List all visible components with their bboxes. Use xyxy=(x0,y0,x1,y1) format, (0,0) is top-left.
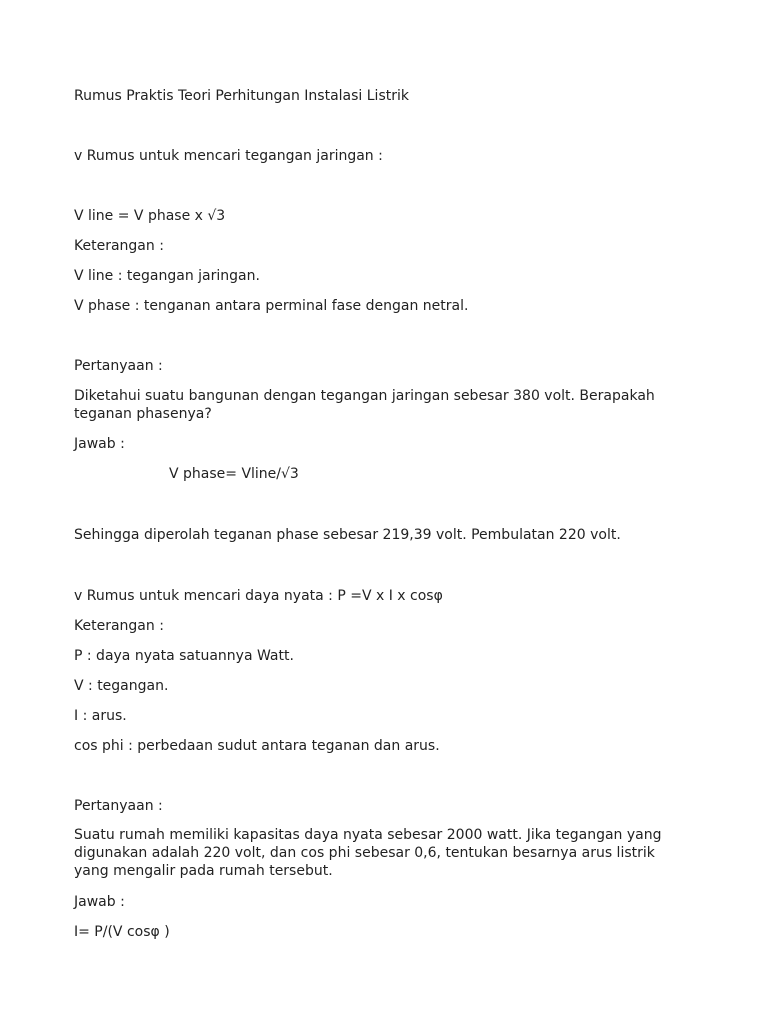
question-line: Diketahui suatu bangunan dengan tegangan jaringan sebesar 380 volt. Berapakah xyxy=(74,388,655,404)
section2-note: I : arus. xyxy=(74,708,127,724)
section1-answer-label: Jawab : xyxy=(74,436,125,452)
section2-note: cos phi : perbedaan sudut antara teganan dan arus. xyxy=(74,738,440,754)
section1-note: V phase : tenganan antara perminal fase dengan netral. xyxy=(74,298,469,314)
section2-note: V : tegangan. xyxy=(74,678,169,694)
section2-answer-formula: I= P/(V cosφ ) xyxy=(74,924,170,940)
section1-answer-formula: V phase= Vline/√3 xyxy=(169,466,299,482)
section1-question-text xyxy=(74,387,694,423)
section2-heading: v Rumus untuk mencari daya nyata : P =V x I x cosφ xyxy=(74,588,443,604)
section2-question-label: Pertanyaan : xyxy=(74,798,163,814)
section1-note: V line : tegangan jaringan. xyxy=(74,268,260,284)
question-line: digunakan adalah 220 volt, dan cos phi sebesar 0,6, tentukan besarnya arus listrik xyxy=(74,845,655,861)
section2-question-text xyxy=(74,826,694,880)
section1-heading: v Rumus untuk mencari tegangan jaringan : xyxy=(74,148,383,164)
document-title: Rumus Praktis Teori Perhitungan Instalasi Listrik xyxy=(74,88,409,104)
section2-answer-label: Jawab : xyxy=(74,894,125,910)
section2-keterangan-label: Keterangan : xyxy=(74,618,164,634)
section1-formula: V line = V phase x √3 xyxy=(74,208,226,224)
section1-question-label: Pertanyaan : xyxy=(74,358,163,374)
section1-keterangan-label: Keterangan : xyxy=(74,238,164,254)
section1-conclusion: Sehingga diperolah teganan phase sebesar 219,39 volt. Pembulatan 220 volt. xyxy=(74,527,621,543)
section2-note: P : daya nyata satuannya Watt. xyxy=(74,648,294,664)
question-line: teganan phasenya? xyxy=(74,406,212,422)
question-line: Suatu rumah memiliki kapasitas daya nyata sebesar 2000 watt. Jika tegangan yang xyxy=(74,827,662,843)
question-line: yang mengalir pada rumah tersebut. xyxy=(74,863,333,879)
